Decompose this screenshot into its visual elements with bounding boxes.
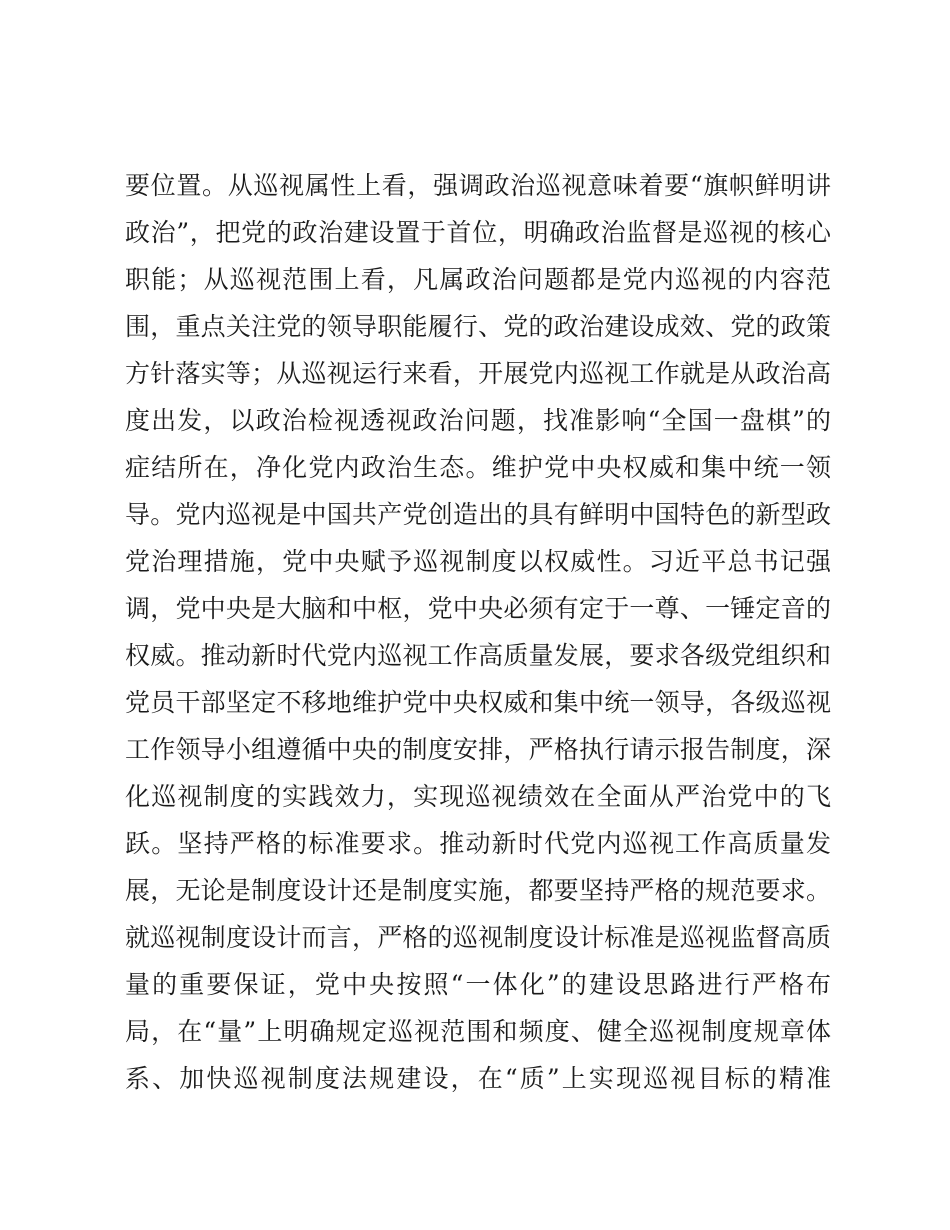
text-line: 要位置。从巡视属性上看，强调政治巡视意味着要“旗帜鲜明讲 (125, 171, 831, 200)
text-line: 围，重点关注党的领导职能履行、党的政治建设成效、党的政策 (125, 312, 831, 341)
text-line: 系、加快巡视制度法规建设，在“质”上实现巡视目标的精准 (125, 1064, 831, 1093)
text-line: 跃。坚持严格的标准要求。推动新时代党内巡视工作高质量发 (125, 829, 831, 858)
text-line: 工作领导小组遵循中央的制度安排，严格执行请示报告制度，深 (125, 735, 831, 764)
document-body (125, 165, 831, 1105)
text-line: 展，无论是制度设计还是制度实施，都要坚持严格的规范要求。 (125, 876, 831, 905)
text-line: 权威。推动新时代党内巡视工作高质量发展，要求各级党组织和 (125, 641, 831, 670)
text-line: 导。党内巡视是中国共产党创造出的具有鲜明中国特色的新型政 (125, 500, 831, 529)
text-line: 党治理措施，党中央赋予巡视制度以权威性。习近平总书记强 (125, 547, 831, 576)
text-line: 职能；从巡视范围上看，凡属政治问题都是党内巡视的内容范 (125, 265, 831, 294)
text-line: 方针落实等；从巡视运行来看，开展党内巡视工作就是从政治高 (125, 359, 831, 388)
text-line: 政治”，把党的政治建设置于首位，明确政治监督是巡视的核心 (125, 218, 831, 247)
text-line: 症结所在，净化党内政治生态。维护党中央权威和集中统一领 (125, 453, 831, 482)
text-line: 化巡视制度的实践效力，实现巡视绩效在全面从严治党中的飞 (125, 782, 831, 811)
text-line: 党员干部坚定不移地维护党中央权威和集中统一领导，各级巡视 (125, 688, 831, 717)
text-line: 就巡视制度设计而言，严格的巡视制度设计标准是巡视监督高质 (125, 923, 831, 952)
text-line: 量的重要保证，党中央按照“一体化”的建设思路进行严格布 (125, 970, 831, 999)
text-line: 调，党中央是大脑和中枢，党中央必须有定于一尊、一锤定音的 (125, 594, 831, 623)
text-line: 局，在“量”上明确规定巡视范围和频度、健全巡视制度规章体 (125, 1017, 831, 1046)
text-line: 度出发，以政治检视透视政治问题，找准影响“全国一盘棋”的 (125, 406, 831, 435)
